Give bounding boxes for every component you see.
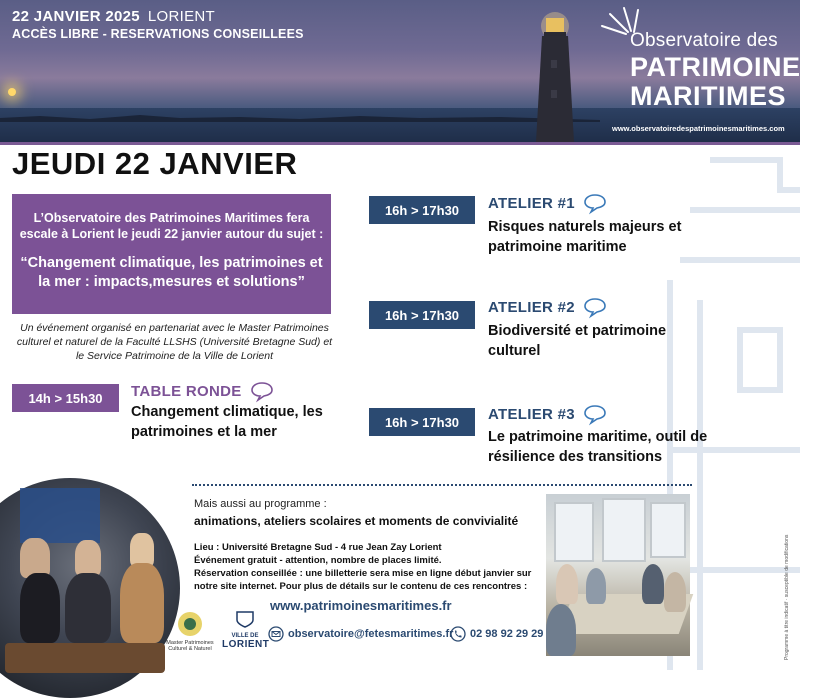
speech-bubble-icon [583,297,607,317]
email-contact[interactable]: observatoire@fetesmaritimes.fr [268,626,453,642]
speech-bubble-icon [583,193,607,213]
topic-box [12,194,331,314]
website-link[interactable]: www.patrimoinesmaritimes.fr [270,598,452,613]
dotted-separator [192,484,692,486]
access-info: ACCÈS LIBRE - RESERVATIONS CONSEILLEES [12,27,304,41]
time-atelier-1: 16h > 17h30 [369,196,475,224]
table-ronde-title: Changement climatique, les patrimoines et la mer [131,404,323,440]
partner-logos [160,610,270,666]
atelier-3-title: Le patrimoine maritime, outil de résilience des transitions [488,429,708,465]
atelier-1-title: Risques naturels majeurs et patrimoine maritime [488,219,682,255]
speech-bubble-icon [250,381,274,401]
brand-logo: Observatoire des PATRIMOINES MARITIMES [630,30,819,111]
rocks-silhouette [0,112,600,122]
topic-quote: “Changement climatique, les patrimoines et la mer : impacts,mesures et solutions” [20,255,323,290]
lorient-logo: VILLE DE LORIENT [222,610,268,650]
disclaimer-note: Programme à titre indicatif · susceptible de modifications [784,534,790,660]
partner-note: Un événement organisé en partenariat avec le Master Patrimoines culturel et naturel de la Faculté LLSHS (Université Bretagne Sud) et le Service Patrimoine de la Ville de Lorient [16,322,333,362]
atelier-1-label: ATELIER #1 [488,193,607,213]
lighthouse-icon [520,10,590,142]
event-date: 22 JANVIER 2025 LORIENT [12,8,216,25]
atelier-2-label: ATELIER #2 [488,297,607,317]
venue-line: Lieu : Université Bretagne Sud - 4 rue Jean Zay Lorient [194,542,442,553]
phone-contact[interactable]: 02 98 92 29 29 [450,626,543,642]
practical-info [194,541,539,593]
free-event-line: Événement gratuit - attention, nombre de places limité. [194,555,442,566]
master-emblem-icon [175,610,205,638]
reservation-line: Réservation conseillée : une billetterie sera mise en ligne début janvier sur notre site internet. Pour plus de détails sur le contenu de ces rencontres : [194,568,532,592]
time-atelier-2: 16h > 17h30 [369,301,475,329]
email-icon [268,626,284,642]
atelier-3-label: ATELIER #3 [488,404,607,424]
page-title: JEUDI 22 JANVIER [12,146,298,181]
atelier-2-title: Biodiversité et patrimoine culturel [488,323,667,359]
phone-icon [450,626,466,642]
program-intro: Mais aussi au programme : [194,498,327,510]
table-ronde-photo [0,478,180,698]
banner-url[interactable]: www.observatoiredespatrimoinesmaritimes.com [612,124,785,133]
time-table-ronde: 14h > 15h30 [12,384,119,412]
speech-bubble-icon [583,404,607,424]
table-ronde-label: TABLE RONDE [131,381,274,401]
distant-lighthouse-light [8,88,16,96]
atelier-photo [546,494,690,656]
lorient-crest-icon [235,610,255,628]
topic-intro: L’Observatoire des Patrimoines Maritimes fera escale à Lorient le jeudi 22 janvier autour du sujet : [19,211,324,241]
time-atelier-3: 16h > 17h30 [369,408,475,436]
master-logo: Master Patrimoines Culturel & Naturel [160,610,220,652]
program-highlights: animations, ateliers scolaires et moments de convivialité [194,514,519,528]
header-banner [0,0,819,142]
projection-screen [20,488,100,543]
header-stripe [0,142,800,145]
